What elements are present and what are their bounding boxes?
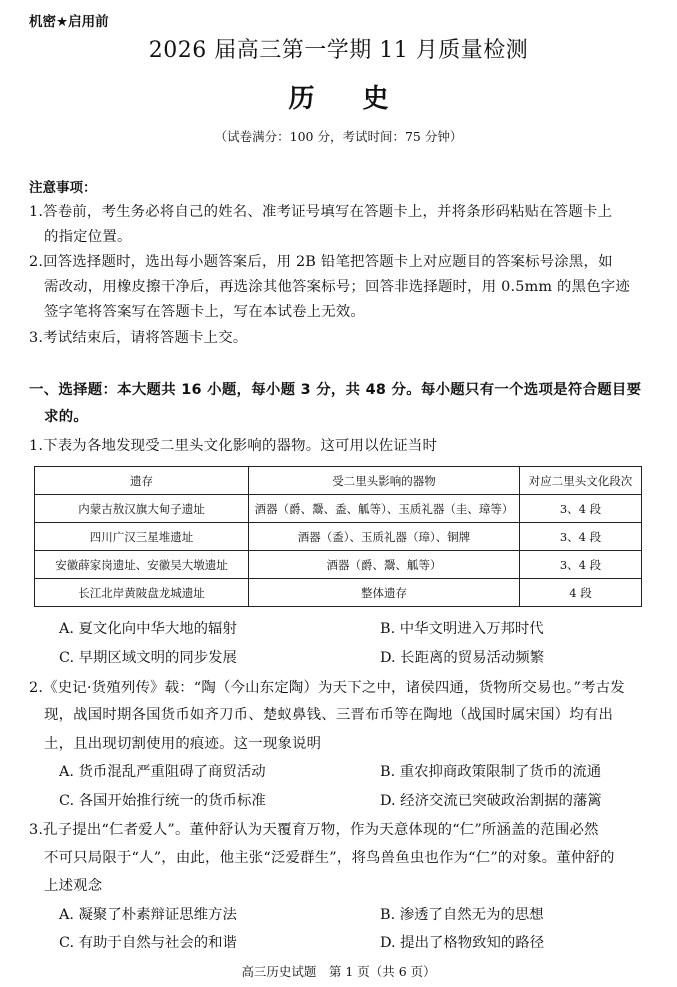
- table-cell-site: 长江北岸黄陂盘龙城遗址: [35, 579, 249, 607]
- question-3-line-2: 不可只局限于“人”，由此，他主张“泛爱群生”，将鸟兽鱼虫也作为“仁”的对象。董仲舒的: [44, 850, 615, 866]
- notice-item-1-line-2: 的指定位置。: [44, 229, 132, 245]
- table-cell-site: 四川广汉三星堆遗址: [35, 523, 249, 551]
- question-2-option-d[interactable]: D. 经济交流已突破政治割据的藩篱: [380, 793, 602, 809]
- table-header-row: [35, 467, 642, 495]
- table-cell-phase: 3、4 段: [520, 523, 642, 551]
- table-cell-phase: 3、4 段: [520, 495, 642, 523]
- confidential-mark: 机密★启用前: [29, 14, 109, 30]
- table-header-artifacts: 受二里头影响的器物: [249, 467, 520, 495]
- table-cell-phase: 3、4 段: [520, 551, 642, 579]
- notice-item-3-line-1: 3.考试结束后，请将答题卡上交。: [29, 330, 248, 346]
- exam-title: 2026 届高三第一学期 11 月质量检测: [148, 38, 529, 63]
- table-cell-artifacts: 酒器（爵、鬶、盉、觚等）、玉质礼器（圭、璋等）: [249, 495, 520, 523]
- question-1-stem: 1.下表为各地发现受二里头文化影响的器物。这可用以佐证当时: [29, 438, 438, 454]
- question-1-option-d[interactable]: D. 长距离的贸易活动频繁: [380, 650, 545, 666]
- relics-table: [34, 466, 642, 607]
- table-cell-site: 安徽薛家岗遗址、安徽吴大墩遗址: [35, 551, 249, 579]
- table-header-site: 遗存: [35, 467, 249, 495]
- question-2-option-c[interactable]: C. 各国开始推行统一的货币标准: [59, 793, 266, 809]
- page-footer: 高三历史试题 第 1 页（共 6 页）: [241, 964, 436, 979]
- question-3-option-c[interactable]: C. 有助于自然与社会的和谐: [59, 935, 237, 951]
- table-row: [35, 523, 642, 551]
- subject-title: 历史: [288, 84, 437, 114]
- notice-item-2-line-1: 2.回答选择题时，选出每小题答案后，用 2B 铅笔把答题卡上对应题目的答案标号涂黑，如: [29, 254, 613, 270]
- question-1-option-a[interactable]: A. 夏文化向中华大地的辐射: [59, 621, 237, 637]
- notice-item-1-line-1: 1.答卷前，考生务必将自己的姓名、准考证号填写在答题卡上，并将条形码粘贴在答题卡上: [29, 204, 613, 220]
- notice-item-2-line-2: 需改动，用橡皮擦干净后，再选涂其他答案标号；回答非选择题时，用 0.5mm 的黑色字迹: [44, 279, 630, 295]
- section-heading-line-2: 求的。: [44, 409, 89, 425]
- table-cell-artifacts: 整体遗存: [249, 579, 520, 607]
- question-3-option-a[interactable]: A. 凝聚了朴素辩证思维方法: [59, 907, 237, 923]
- question-2-option-b[interactable]: B. 重农抑商政策限制了货币的流通: [380, 764, 602, 780]
- table-row: [35, 495, 642, 523]
- question-1-option-b[interactable]: B. 中华文明进入万邦时代: [380, 621, 544, 637]
- table-cell-phase: 4 段: [520, 579, 642, 607]
- question-2-line-3: 土，且出现切割使用的痕迹。这一现象说明: [44, 736, 322, 752]
- exam-info: （试卷满分：100 分，考试时间：75 分钟）: [214, 129, 463, 144]
- table-cell-site: 内蒙古敖汉旗大甸子遗址: [35, 495, 249, 523]
- question-3-line-3: 上述观念: [44, 878, 103, 894]
- notice-heading: 注意事项：: [29, 180, 97, 196]
- table-row: [35, 551, 642, 579]
- table-cell-artifacts: 酒器（盉）、玉质礼器（璋）、铜牌: [249, 523, 520, 551]
- section-heading-line-1: 一、选择题：本大题共 16 小题，每小题 3 分，共 48 分。每小题只有一个选项是符合题目要: [29, 382, 642, 398]
- question-3-option-d[interactable]: D. 提出了格物致知的路径: [380, 935, 545, 951]
- notice-item-2-line-3: 签字笔将答案写在答题卡上，写在本试卷上无效。: [44, 304, 365, 320]
- table-header-phase: 对应二里头文化段次: [520, 467, 642, 495]
- question-2-line-1: 2.《史记·货殖列传》载：“陶（今山东定陶）为天下之中，诸侯四通，货物所交易也。”考古发: [29, 680, 625, 696]
- question-1-option-c[interactable]: C. 早期区域文明的同步发展: [59, 650, 237, 666]
- question-3-line-1: 3.孔子提出“仁者爱人”。董仲舒认为天覆育万物，作为天意体现的“仁”所涵盖的范围必然: [29, 822, 599, 838]
- question-3-option-b[interactable]: B. 渗透了自然无为的思想: [380, 907, 544, 923]
- table-row: [35, 579, 642, 607]
- question-2-line-2: 现，战国时期各国货币如齐刀币、楚蚁鼻钱、三晋布币等在陶地（战国时属宋国）均有出: [44, 707, 614, 723]
- question-2-option-a[interactable]: A. 货币混乱严重阻碍了商贸活动: [59, 764, 266, 780]
- table-cell-artifacts: 酒器（爵、鬶、觚等）: [249, 551, 520, 579]
